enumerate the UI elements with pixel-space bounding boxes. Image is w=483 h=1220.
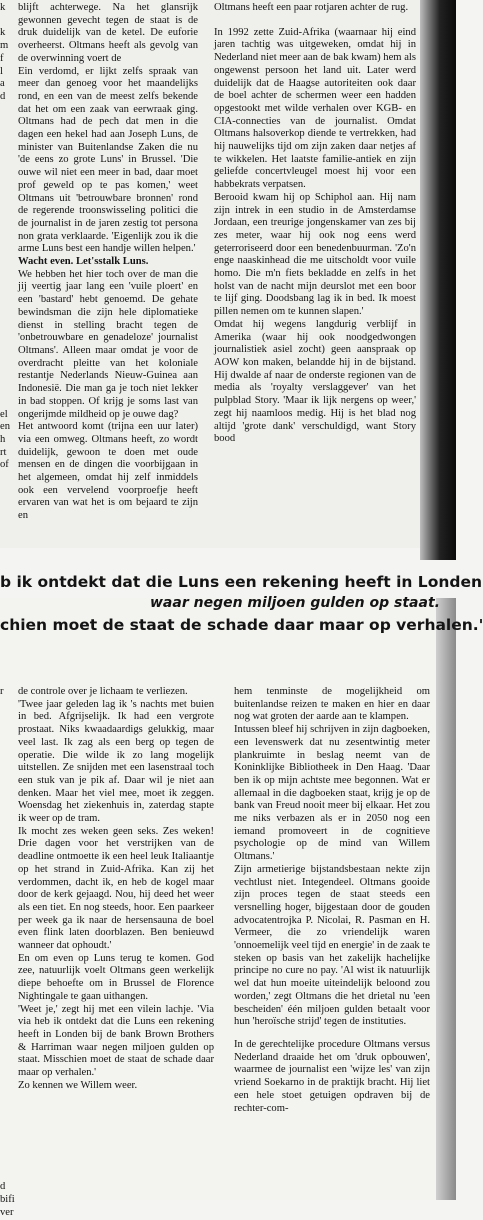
article-column-2 [214, 2, 416, 547]
paragraph: We hebben het hier toch over de man die jij veertig jaar lang een 'vuile ploert' en een 'bastard' hebt genoemd. De gehate bewindsman die zijn hele diplomatieke dienst in stelling bracht tegen de 'onbetrouwbare en genadeloze' journalist Oltmans'. Alleen maar omdat je voor de overdracht pleitte van het koloniale restantje Nederlands Nieuw-Guinea aan Indonesië. Die man ga je toch niet lekker in bad stoppen. Of krijg je soms last van ongerijmde mildheid op je ouwe dag? [18, 268, 198, 420]
margin-fragment-bottom: r d bifi ver [0, 686, 15, 1218]
paragraph: de controle over je lichaam te verliezen. [18, 686, 188, 697]
paragraph: Oltmans heeft een paar rotjaren achter de rug. [214, 2, 409, 13]
margin-fragment-top: k k m f l a d el en h rt of [0, 2, 10, 471]
paragraph: 'Weet je,' zegt hij met een vilein lachje. 'Via via heb ik ontdekt dat die Luns een rekening heeft in Londen bij de bank Brown Brothers & Harriman waar negen miljoen gulden op staat. Misschien moet de staat de schade daar maar op verhalen.' [18, 1003, 214, 1079]
subheading: Wacht even. Let'sstalk Luns. [18, 256, 149, 268]
paragraph: Het antwoord komt (trijna een uur later) via een omweg. Oltmans heeft, zo wordt duidelijk, gewoon te doen met oude mensen en de dingen die voorbijgaan in het algemeen, omdat hij zelf inmiddels ook een vervelend voorproefje heeft ervaren van wat het is om bejaard te zijn en [18, 421, 198, 522]
paragraph: In 1992 zette Zuid-Afrika (waarnaar hij eind jaren tachtig was uitgeweken, omdat hij in Nederland niet meer aan de bak kwam) hem als ongewenst persoon het land uit. Later werd duidelijk dat de Haagse autoriteiten ook daar de boel achter de schermen weer een hadden opgestookt met wilde verhalen over KGB- en CIA-connecties van de journalist. Omdat Oltmans halsoverkop diende te vertrekken, had hij nauwelijks tijd om zijn zaken daar netjes af te wikkelen. Het laatste familie-antiek en zijn geliefde concertvleugel moest hij voor een habbekrats verpatsen. [214, 26, 416, 191]
paragraph: Ein verdomd, er lijkt zelfs spraak van meer dan genoeg voor het maandelijks rond, en een van de meest zelfs bekende dat het om een zaak van eerwraak ging. Oltmans had de pech dat men in die dagen een hekel had aan Joseph Luns, de minister van Buitenlandse Zaken die nu 'de eens zo grote Luns' in Brussel. 'Die ouwe wil niet een meer in bad, daar moet prof geweld op te pas komen,' weet Oltmans uit 'betrouwbare bronnen' rond de regerende troonswisseling politici die de journalist in de jaren zestig tot persona non grata verklaarde. 'Eigenlijk zou ik die arme Luns best een handje willen helpen.' [18, 65, 198, 255]
pull-quote-line-3: chien moet de staat de schade daar maar op verhalen.' [0, 616, 483, 634]
paragraph: Zo kennen we Willem weer. [18, 1079, 138, 1091]
paragraph: Omdat hij wegens langdurig verblijf in Amerika (waar hij ook noodgedwongen journalistiek asiel zocht) geen aanspraak op AOW kon maken, belandde hij in de bijstand. Hij dwalde af naar de onderste regionen van de media als 'royalty verslaggever' van het pulpblad Story. 'Maar ik lijk nergens op weer,' zegt hij naamloos medig. Hij is het blad nog altijd 'grote dank' verschuldigd, want Story bood [214, 318, 416, 445]
paragraph: hem tenminste de mogelijkheid om buitenlandse reizen te maken en hier en daar nog wat groten der aarde aan te klampen. [234, 686, 430, 723]
paragraph: Berooid kwam hij op Schiphol aan. Hij nam zijn intrek in een studio in de Amsterdamse Jordaan, een treurige jongenskamer van zes bij zes meter, waar hij ook nog eens werd geterroriseerd door een benedenbuurman. 'Zo'n enge naaskinhead die me uitscholdt voor vuile homo. Die m'n fiets bekladde en zelfs in het holst van de nacht mijn deurslot met een boor te lijf ging. Doodsbang lag ik in bed. Ik moest pillen nemen om te kunnen slapen.' [214, 191, 416, 318]
paragraph: Ik mocht zes weken geen seks. Zes weken! Drie dagen voor het verstrijken van de deadline ontmoette ik een heel leuk Italiaantje op het strand in Zuid-Afrika. Kan zij het verdommen, dacht ik, en heb de kogel maar door de kerk gejaagd. Nou, hij deed het weer als een tiet. En nog steeds, hoor. Een paarkeer per week ga ik naar de hersensauna de boel even flink laten doorblazen. Ben benieuwd wanneer dat ophoudt.' [18, 825, 214, 952]
paragraph: Zijn armetierige bijstandsbestaan nekte zijn vechtlust niet. Integendeel. Oltmans gooide zijn proces tegen de staat steeds een versnelling hoger, bijgestaan door de gouden advocatentrojka P. Nicolai, R. Pasman en H. Vermeer, die zo vriendelijk waren 'onnoemelijk veel tijd en energie' in de zaak te steken op basis van het zakelijk hachelijke principe no cure no pay. 'Al wist ik natuurlijk wel dat hun moeite uiteindelijk beloond zou worden,' zegt Oltmans die het drietal nu 'een bescheiden' één miljoen gulden betaalt voor hun 'heroïsche strijd' tegen de instituties. [234, 863, 430, 1028]
article-column-1 [18, 2, 198, 547]
pull-quote-line-1: b ik ontdekt dat die Luns een rekening heeft in Londen [0, 573, 483, 591]
paragraph: En om even op Luns terug te komen. God zee, natuurlijk voelt Oltmans geen werkelijk diepe behoefte om in Brussel de Florence Nightingale te gaan uithangen. [18, 952, 214, 1002]
pull-quote-line-2: waar negen miljoen gulden op staat. [150, 595, 440, 611]
article-column-4 [234, 686, 430, 1198]
article-column-3 [18, 686, 214, 1198]
shadow-edge-lower [436, 598, 456, 1200]
paragraph: 'Twee jaar geleden lag ik 's nachts met buien in bed. Afgrijselijk. Ik had een vergrote prostaat. Niks kwaadaardigs gelukkig, maar veel last. Ik zag als een berg op tegen de operatie. Die wilde ik zo lang mogelijk uitstellen. Ze snijden met een lasenstraal toch een stuk van je pik af. Daar wil je niet aan denken. Maar het viel mee, moet ik zeggen. Woensdag het ziekenhuis in, zaterdag stapte ik weer op de tram. [18, 698, 214, 825]
paragraph [234, 1039, 430, 1115]
paragraph-text: In de gerechtelijke procedure Oltmans versus Nederland draaide het om 'druk opbouwen', waarmee de journalist een 'wijze les' van zijn vriend Soekarno in de praktijk bracht. Hij liet een hele stoet getuigen opdraven bij de rechter-com- [234, 1038, 430, 1114]
paragraph: Intussen bleef hij schrijven in zijn dagboeken, een levenswerk dat nu zesentwintig meter plankruimte in beslag neemt van de Koninklijke Bibliotheek in Den Haag. 'Daar ben ik op mijn achtste mee begonnen. Wat er allemaal in die dagboeken staat, krijg je op de bank van Freud nooit meer bij elkaar. Het zou me niks verbazen als er in 2050 nog een iemand promoveert in de cognitieve psychologie op de mind van Willem Oltmans.' [234, 724, 430, 863]
shadow-edge [420, 0, 456, 560]
paragraph: blijft achterwege. Na het glansrijk gewonnen gevecht tegen de staat is de druk duidelijk van de ketel. De euforie overheerst. Oltmans heeft als gevolg van de overwinning voert de [18, 2, 198, 64]
